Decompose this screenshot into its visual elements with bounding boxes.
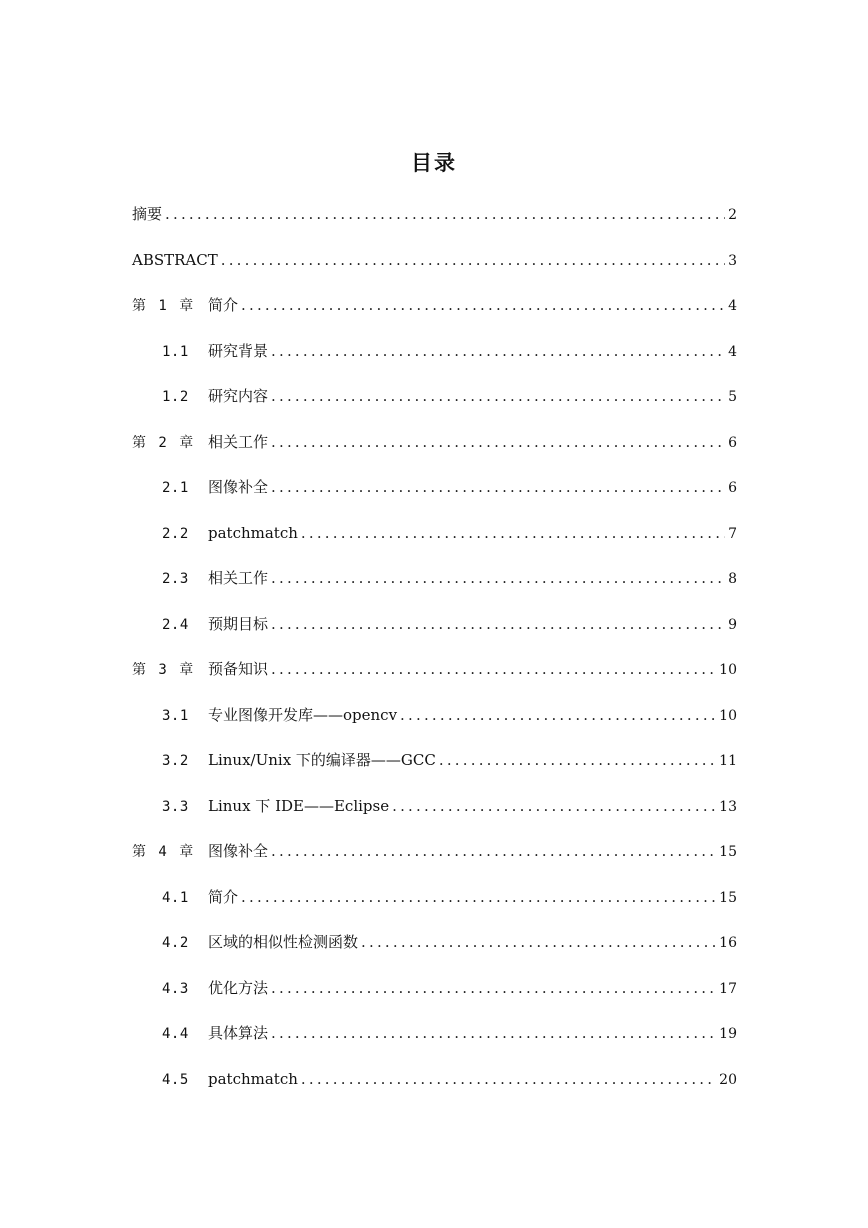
toc-entry-page: 15: [719, 844, 737, 860]
dot-leader: [271, 656, 716, 682]
toc-entry-page: 17: [719, 980, 737, 997]
toc-entry-section-3-3[interactable]: [132, 793, 737, 839]
dot-leader: [271, 383, 725, 409]
toc-entry-number: 4.1: [162, 889, 189, 906]
toc-entry-section-3-1[interactable]: [132, 702, 737, 748]
toc-entry-section-4-1[interactable]: [132, 884, 737, 930]
toc-entry-section-2-2[interactable]: [132, 520, 737, 566]
dot-leader: [241, 292, 725, 318]
toc-entry-page: 6: [728, 480, 737, 496]
toc-entry-number: 4.5: [162, 1071, 189, 1088]
toc-entry-page: 11: [719, 753, 737, 769]
toc-entry-label: 简介: [208, 296, 239, 314]
toc-entry-section-4-2[interactable]: [132, 929, 737, 975]
toc-entry-page: 10: [719, 662, 737, 678]
toc-entry-label: 相关工作: [208, 432, 269, 451]
toc-entry-section-4-3[interactable]: [132, 975, 737, 1021]
toc-entry-number: 3.1: [162, 707, 189, 724]
toc-entry-abstract-cn[interactable]: [132, 201, 737, 247]
toc-entry-number: 第 2 章: [132, 434, 196, 451]
dot-leader: [271, 611, 725, 637]
toc-entry-label: 图像补全: [208, 478, 269, 496]
toc-entry-page: 2: [728, 207, 737, 223]
toc-entry-chapter-4[interactable]: [132, 838, 737, 884]
toc-entry-label: 预备知识: [208, 660, 269, 678]
toc-entry-page: 7: [728, 525, 737, 542]
toc-entry-page: 8: [728, 571, 737, 587]
toc-entry-page: 16: [719, 935, 737, 951]
dot-leader: [439, 747, 716, 773]
toc-entry-label: 简介: [208, 887, 239, 906]
toc-entry-label: patchmatch: [208, 1069, 298, 1088]
toc-entry-number: 第 4 章: [132, 844, 196, 860]
toc-entry-page: 6: [728, 434, 737, 451]
toc-entry-number: 1.1: [162, 343, 189, 360]
dot-leader: [301, 1066, 716, 1092]
toc-entry-page: 5: [728, 389, 737, 405]
toc-entry-section-2-1[interactable]: [132, 474, 737, 520]
toc-entry-number: 3.2: [162, 753, 189, 769]
toc-entry-label: Linux/Unix 下的编译器——GCC: [208, 751, 436, 769]
toc-entry-section-3-2[interactable]: [132, 747, 737, 793]
dot-leader: [392, 793, 716, 819]
toc-entry-page: 20: [719, 1071, 737, 1088]
toc-entry-number: 2.4: [162, 616, 189, 633]
toc-entry-section-2-3[interactable]: [132, 565, 737, 611]
toc-entry-page: 15: [719, 889, 737, 906]
dot-leader: [271, 975, 716, 1001]
dot-leader: [271, 565, 725, 591]
toc-entry-label: patchmatch: [208, 523, 298, 542]
toc-entry-page: 10: [719, 707, 737, 724]
toc-entry-number: 2.3: [162, 571, 189, 587]
toc-entry-label: 摘要: [132, 205, 163, 223]
toc-entry-section-2-4[interactable]: [132, 611, 737, 657]
toc-entry-chapter-3[interactable]: [132, 656, 737, 702]
dot-leader: [221, 247, 725, 273]
table-of-contents: [132, 201, 737, 1111]
toc-entry-number: 4.4: [162, 1026, 189, 1042]
dot-leader: [271, 838, 716, 864]
dot-leader: [165, 201, 725, 227]
toc-entry-label: 相关工作: [208, 569, 269, 587]
toc-entry-page: 3: [728, 252, 737, 269]
toc-title: 目录: [411, 151, 457, 175]
dot-leader: [241, 884, 716, 910]
toc-entry-section-1-2[interactable]: [132, 383, 737, 429]
toc-entry-label: ABSTRACT: [132, 250, 218, 269]
toc-entry-label: 研究背景: [208, 341, 269, 360]
toc-entry-page: 4: [728, 343, 737, 360]
dot-leader: [271, 338, 725, 364]
dot-leader: [361, 929, 716, 955]
toc-entry-section-4-5[interactable]: [132, 1066, 737, 1112]
toc-entry-label: 研究内容: [208, 387, 269, 405]
toc-entry-label: 图像补全: [208, 842, 269, 860]
toc-entry-chapter-2[interactable]: [132, 429, 737, 475]
toc-entry-label: Linux 下 IDE——Eclipse: [208, 796, 390, 815]
dot-leader: [271, 429, 725, 455]
toc-entry-label: 专业图像开发库——opencv: [208, 705, 398, 724]
toc-entry-label: 具体算法: [208, 1024, 269, 1042]
toc-entry-page: 4: [728, 298, 737, 314]
toc-entry-abstract-en[interactable]: [132, 247, 737, 293]
toc-entry-section-4-4[interactable]: [132, 1020, 737, 1066]
toc-entry-number: 1.2: [162, 389, 189, 405]
toc-entry-number: 2.1: [162, 480, 189, 496]
toc-entry-number: 4.2: [162, 935, 189, 951]
toc-entry-number: 4.3: [162, 980, 189, 997]
toc-entry-label: 区域的相似性检测函数: [208, 933, 359, 951]
toc-entry-number: 2.2: [162, 525, 189, 542]
toc-entry-page: 9: [728, 616, 737, 633]
dot-leader: [301, 520, 725, 546]
dot-leader: [271, 474, 725, 500]
toc-entry-section-1-1[interactable]: [132, 338, 737, 384]
toc-entry-label: 优化方法: [208, 978, 269, 997]
toc-entry-label: 预期目标: [208, 614, 269, 633]
toc-entry-number: 第 3 章: [132, 662, 196, 678]
toc-entry-number: 第 1 章: [132, 298, 196, 314]
toc-entry-number: 3.3: [162, 798, 189, 815]
dot-leader: [271, 1020, 716, 1046]
toc-entry-page: 19: [719, 1026, 737, 1042]
dot-leader: [400, 702, 716, 728]
toc-entry-page: 13: [719, 798, 737, 815]
toc-entry-chapter-1[interactable]: [132, 292, 737, 338]
